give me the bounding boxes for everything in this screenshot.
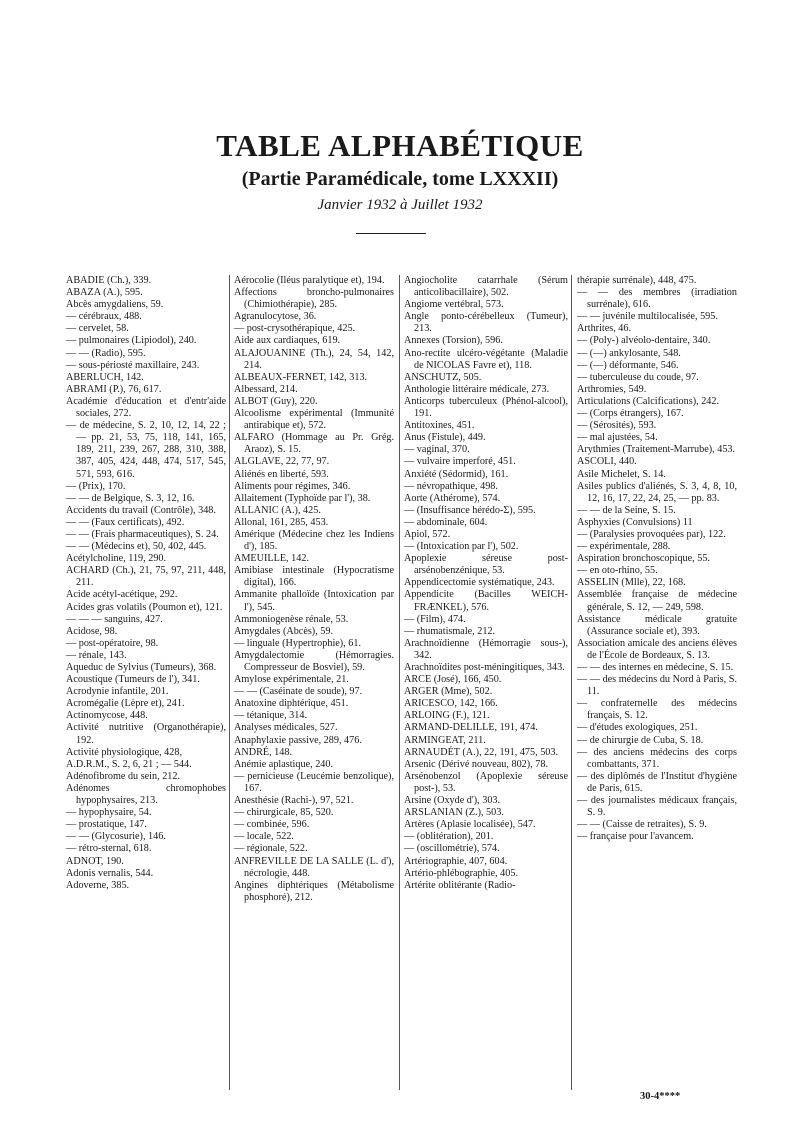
- index-entry: — combinée, 596.: [234, 819, 310, 831]
- column-divider: [571, 275, 572, 1090]
- index-entry: Affections broncho-pulmonaires (Chimiothérapie), 285.: [234, 287, 394, 311]
- index-entry: ARGER (Mme), 502.: [404, 686, 493, 698]
- index-entry: — vulvaire imperforé, 451.: [404, 456, 516, 468]
- index-entry: ABADIE (Ch.), 339.: [66, 275, 152, 286]
- index-entry: Artério-phlébographie, 405.: [404, 867, 519, 879]
- index-entry: — (oblitération), 201.: [404, 831, 494, 843]
- index-entry: Acétylcholine, 119, 290.: [66, 553, 167, 565]
- index-entry: ARLOING (F.), 121.: [404, 710, 490, 722]
- index-entry: Angle ponto-cérébelleux (Tumeur), 213.: [404, 311, 568, 335]
- index-entry: — — (Radio), 595.: [66, 347, 146, 359]
- index-entry: — — de la Seine, S. 15.: [577, 504, 676, 516]
- index-entry: — — (Faux certificats), 492.: [66, 516, 185, 528]
- index-entry: Arthromies, 549.: [577, 383, 647, 395]
- index-entry: ABRAMI (P.), 76, 617.: [66, 383, 162, 395]
- index-entry: — pernicieuse (Leucémie benzolique), 167.: [234, 770, 394, 794]
- title-rule: [356, 233, 426, 234]
- index-entry: — rhumatismale, 212.: [404, 625, 496, 637]
- index-entry: Acromégalie (Lèpre et), 241.: [66, 698, 185, 710]
- index-entry: — vaginal, 370.: [404, 444, 470, 456]
- index-entry: ANSCHUTZ, 505.: [404, 371, 482, 383]
- index-entry: AMEUILLE, 142.: [234, 553, 309, 565]
- index-entry: ACHARD (Ch.), 21, 75, 97, 211, 448, 211.: [66, 565, 226, 589]
- index-entry: Anxiété (Sédormid), 161.: [404, 468, 509, 480]
- index-entry: — régionale, 522.: [234, 843, 308, 855]
- index-entry: — linguale (Hypertrophie), 61.: [234, 637, 362, 649]
- index-entry: Allonal, 161, 285, 453.: [234, 516, 329, 528]
- index-entry: Amylose expérimentale, 21.: [234, 674, 349, 686]
- index-entry: ASSELIN (Mlle), 22, 168.: [577, 577, 686, 589]
- index-entry: ANFREVILLE DE LA SALLE (L. d'), nécrologie, 448.: [234, 855, 394, 879]
- index-entry: Acides gras volatils (Poumon et), 121.: [66, 601, 223, 613]
- index-entry: Anaphylaxie passive, 289, 476.: [234, 734, 362, 746]
- index-entry: Antitoxines, 451.: [404, 420, 475, 432]
- index-entry: Assemblée française de médecine générale, S. 12, — 249, 598.: [577, 589, 737, 613]
- index-column-1: [66, 275, 226, 892]
- signature-mark: 30-4****: [640, 1091, 681, 1102]
- index-entry: thérapie surrénale), 448, 475.: [577, 275, 697, 286]
- index-entry: Adénomes chromophobes hypophysaires, 213.: [66, 782, 226, 807]
- index-entry: Accidents du travail (Contrôle), 348.: [66, 504, 216, 516]
- index-entry: — d'études exologiques, 251.: [577, 722, 698, 734]
- index-entry: ASCOLI, 440.: [577, 456, 637, 468]
- index-entry: Aide aux cardiaques, 619.: [234, 335, 341, 347]
- index-entry: — (—) ankylosante, 548.: [577, 347, 681, 359]
- index-entry: Arachnoïdites post-méningitiques, 343.: [404, 662, 565, 673]
- index-entry: ALLANIC (A.), 425.: [234, 504, 321, 516]
- index-entry: Aqueduc de Sylvius (Tumeurs), 368.: [66, 662, 217, 673]
- index-entry: Association amicale des anciens élèves de l'École de Bordeaux, S. 13.: [577, 637, 737, 661]
- index-entry: Arsénobenzol (Apoplexie séreuse post-), 53.: [404, 770, 568, 794]
- index-entry: Asphyxies (Convulsions) 11: [577, 516, 693, 528]
- index-entry: Aliments pour régimes, 346.: [234, 480, 351, 492]
- index-column-4: [577, 275, 737, 843]
- index-entry: — — (Médecins et), 50, 402, 445.: [66, 541, 207, 553]
- index-entry: — — — sanguins, 427.: [66, 613, 163, 625]
- index-entry: — des anciens médecins des corps combattants, 371.: [577, 746, 737, 770]
- index-entry: — de médecine, S. 2, 10, 12, 14, 22 ; — pp. 21, 53, 75, 118, 141, 165, 189, 211, 239, 267, 288, 310, 388, 387, 405, 424, 448, 474, 517, 545, 571, 593, 616.: [66, 420, 226, 480]
- index-entry: — (Poly-) alvéolo-dentaire, 340.: [577, 335, 711, 347]
- index-entry: ABAZA (A.), 595.: [66, 287, 143, 299]
- index-entry: ARICESCO, 142, 166.: [404, 698, 498, 710]
- index-entry: Acide acétyl-acétique, 292.: [66, 589, 178, 601]
- page-title: TABLE ALPHABÉTIQUE: [216, 128, 584, 163]
- index-entry: Arythmies (Traitement-Marrube), 453.: [577, 444, 736, 456]
- index-entry: — (Paralysies provoquées par), 122.: [577, 528, 726, 540]
- index-entry: — (Insuffisance hérédo-Σ), 595.: [404, 504, 536, 516]
- index-entry: — tuberculeuse du coude, 97.: [577, 371, 699, 383]
- index-entry: — abdominale, 604.: [404, 516, 488, 528]
- index-entry: — — juvénile multilocalisée, 595.: [577, 311, 718, 323]
- index-entry: Appendicectomie systématique, 243.: [404, 577, 555, 589]
- index-entry: — — des internes en médecine, S. 15.: [577, 662, 734, 673]
- index-column-3: [404, 275, 568, 892]
- index-entry: — — (Caisse de retraites), S. 9.: [577, 819, 707, 831]
- index-entry: Arachnoïdienne (Hémorragie sous-), 342.: [404, 637, 568, 661]
- index-entry: — — (Caséinate de soude), 97.: [234, 686, 363, 698]
- index-entry: — — de Belgique, S. 3, 12, 16.: [66, 492, 195, 504]
- index-entry: Asiles publics d'aliénés, S. 3, 4, 8, 10, 12, 16, 17, 22, 24, 25, — pp. 83.: [577, 480, 737, 504]
- index-entry: — prostatique, 147.: [66, 819, 147, 831]
- index-entry: ALGLAVE, 22, 77, 97.: [234, 456, 330, 468]
- index-entry: Anesthésie (Rachi-), 97, 521.: [234, 795, 354, 807]
- index-entry: Acrodynie infantile, 201.: [66, 686, 169, 698]
- index-entry: Amérique (Médecine chez les Indiens d'), 185.: [234, 528, 394, 553]
- index-entry: Aspiration bronchoscopique, 55.: [577, 553, 710, 565]
- index-entry: — de chirurgie de Cuba, S. 18.: [577, 734, 704, 746]
- index-entry: Ammoniogenèse rénale, 53.: [234, 613, 349, 625]
- index-entry: ARNAUDÉT (A.), 22, 191, 475, 503.: [404, 746, 559, 758]
- index-entry: Apiol, 572.: [404, 528, 451, 540]
- index-entry: ADNOT, 190.: [66, 855, 124, 867]
- index-entry: — (oscillométrie), 574.: [404, 843, 500, 855]
- index-entry: Arsine (Oxyde d'), 303.: [404, 795, 501, 807]
- index-entry: Angines diphtériques (Métabolisme phosphoré), 212.: [234, 879, 394, 903]
- index-entry: Ammanite phalloïde (Intoxication par l'), 545.: [234, 589, 394, 613]
- page-subtitle: (Partie Paramédicale, tome LXXXII): [241, 168, 559, 190]
- index-entry: — mal ajustées, 54.: [577, 432, 658, 444]
- index-entry: Agranulocytose, 36.: [234, 311, 317, 323]
- index-entry: — (Prix), 170.: [66, 480, 126, 492]
- index-entry: Apoplexie séreuse post-arsénobenzénique, 53.: [404, 553, 568, 577]
- index-entry: Asile Michelet, S. 14.: [577, 468, 666, 480]
- index-entry: — névropathique, 498.: [404, 480, 498, 492]
- index-entry: Aorte (Athérome), 574.: [404, 492, 501, 504]
- index-entry: — (Intoxication par l'), 502.: [404, 541, 519, 553]
- column-divider: [229, 275, 230, 1090]
- index-entry: — locale, 522.: [234, 831, 294, 843]
- index-entry: ARMINGEAT, 211.: [404, 734, 486, 746]
- index-entry: Anatoxine diphtérique, 451.: [234, 698, 349, 710]
- index-entry: — cervelet, 58.: [66, 323, 129, 335]
- index-entry: — (—) déformante, 546.: [577, 359, 679, 371]
- index-entry: — des journalistes médicaux français, S. 9.: [577, 795, 737, 819]
- index-entry: Allaitement (Typhoïde par l'), 38.: [234, 492, 371, 504]
- index-entry: Arsenic (Dérivé nouveau, 802), 78.: [404, 758, 548, 770]
- index-entry: — post-opératoire, 98.: [66, 637, 159, 649]
- index-entry: ARSLANIAN (Z.), 503.: [404, 807, 504, 819]
- index-entry: Amygdales (Abcès), 59.: [234, 625, 334, 637]
- index-entry: Angiocholite catarrhale (Sérum anticolibacillaire), 502.: [404, 275, 568, 299]
- index-entry: Articulations (Calcifications), 242.: [577, 395, 720, 407]
- index-entry: Alcoolisme expérimental (Immunité antirabique et), 572.: [234, 408, 394, 432]
- index-entry: Anticorps tuberculeux (Phénol-alcool), 191.: [404, 395, 568, 420]
- index-entry: Aliénés en liberté, 593.: [234, 468, 329, 480]
- index-entry: — (Film), 474.: [404, 613, 466, 625]
- index-entry: Aérocolie (Iléus paralytique et), 194.: [234, 275, 385, 286]
- index-entry: — sous-périosté maxillaire, 243.: [66, 359, 200, 371]
- index-entry: Anthologie littéraire médicale, 273.: [404, 383, 550, 395]
- index-entry: — pulmonaires (Lipiodol), 240.: [66, 335, 197, 347]
- index-entry: Assistance médicale gratuite (Assurance sociale et), 393.: [577, 613, 737, 637]
- index-entry: Artérite oblitérante (Radio-: [404, 879, 516, 891]
- index-entry: Académie d'éducation et d'entr'aide sociales, 272.: [66, 395, 226, 420]
- index-entry: Acoustique (Tumeurs de l'), 341.: [66, 674, 200, 686]
- index-entry: Amygdalectomie (Hémorragies. Compresseur de Bosviel), 59.: [234, 649, 394, 673]
- index-entry: Analyses médicales, 527.: [234, 722, 338, 734]
- index-entry: Angiome vertébral, 573.: [404, 299, 504, 311]
- index-entry: Annexes (Torsion), 596.: [404, 335, 503, 347]
- index-entry: — (Corps étrangers), 167.: [577, 408, 684, 420]
- index-entry: — (Sérosités), 593.: [577, 420, 657, 432]
- index-entry: Artères (Aplasie localisée), 547.: [404, 819, 536, 831]
- index-entry: — — des médecins du Nord à Paris, S. 11.: [577, 674, 737, 698]
- index-entry: Anémie aplastique, 240.: [234, 758, 334, 770]
- index-entry: — cérébraux, 488.: [66, 311, 142, 323]
- index-entry: Acidose, 98.: [66, 625, 118, 637]
- column-divider: [399, 275, 400, 1090]
- index-entry: Adonis vernalis, 544.: [66, 867, 154, 879]
- index-entry: — — (Frais pharmaceutiques), S. 24.: [66, 528, 219, 540]
- index-entry: Adénofibrome du sein, 212.: [66, 770, 181, 782]
- index-entry: ALAJOUANINE (Th.), 24, 54, 142, 214.: [234, 347, 394, 371]
- index-entry: Ano-rectite ulcéro-végétante (Maladie de NICOLAS Favre et), 118.: [404, 347, 568, 371]
- index-entry: — confraternelle des médecins français, S. 12.: [577, 698, 737, 722]
- index-entry: ALBOT (Guy), 220.: [234, 395, 318, 407]
- index-entry: — chirurgicale, 85, 520.: [234, 807, 334, 819]
- index-entry: Artériographie, 407, 604.: [404, 855, 508, 867]
- index-entry: ALBEAUX-FERNET, 142, 313.: [234, 371, 368, 383]
- index-entry: Activité physiologique, 428,: [66, 746, 183, 758]
- index-entry: ALFARO (Hommage au Pr. Grég. Araoz), S. 15.: [234, 432, 394, 456]
- index-entry: — en oto-rhino, 55.: [577, 565, 658, 577]
- index-entry: — rétro-sternal, 618.: [66, 843, 152, 855]
- index-entry: A.D.R.M., S. 2, 6, 21 ; — 544.: [66, 758, 192, 770]
- index-column-2: [234, 275, 394, 904]
- index-entry: Anus (Fistule), 449.: [404, 432, 486, 444]
- index-entry: — — des membres (irradiation surrénale), 616.: [577, 287, 737, 311]
- index-entry: Arthrites, 46.: [577, 323, 632, 335]
- index-entry: Adoverne, 385.: [66, 879, 130, 891]
- index-entry: — — (Glycosurie), 146.: [66, 831, 166, 843]
- index-entry: — rénale, 143.: [66, 649, 127, 661]
- index-entry: ABERLUCH, 142.: [66, 371, 144, 383]
- index-entry: — française pour l'avancem.: [577, 831, 694, 843]
- index-entry: Activité nutritive (Organothérapie), 192.: [66, 722, 226, 746]
- index-entry: ARMAND-DELILLE, 191, 474.: [404, 722, 538, 734]
- index-entry: — des diplômés de l'Institut d'hygiène de Paris, 615.: [577, 770, 737, 794]
- index-entry: — tétanique, 314.: [234, 710, 307, 722]
- index-entry: ARCE (José), 166, 450.: [404, 674, 502, 686]
- index-entry: — expérimentale, 288.: [577, 541, 671, 553]
- index-entry: Actinomycose, 448.: [66, 710, 148, 722]
- index-entry: Albessard, 214.: [234, 383, 298, 395]
- index-entry: — hypophysaire, 54.: [66, 807, 152, 819]
- index-entry: Amibiase intestinale (Hypocratisme digital), 166.: [234, 565, 394, 589]
- index-entry: ANDRÉ, 148.: [234, 746, 293, 758]
- index-entry: Appendicite (Bacilles WEICH-FRÆNKEL), 576.: [404, 589, 568, 613]
- index-entry: Abcès amygdaliens, 59.: [66, 299, 164, 311]
- index-entry: — post-crysothérapique, 425.: [234, 323, 356, 335]
- date-range: Janvier 1932 à Juillet 1932: [317, 197, 483, 213]
